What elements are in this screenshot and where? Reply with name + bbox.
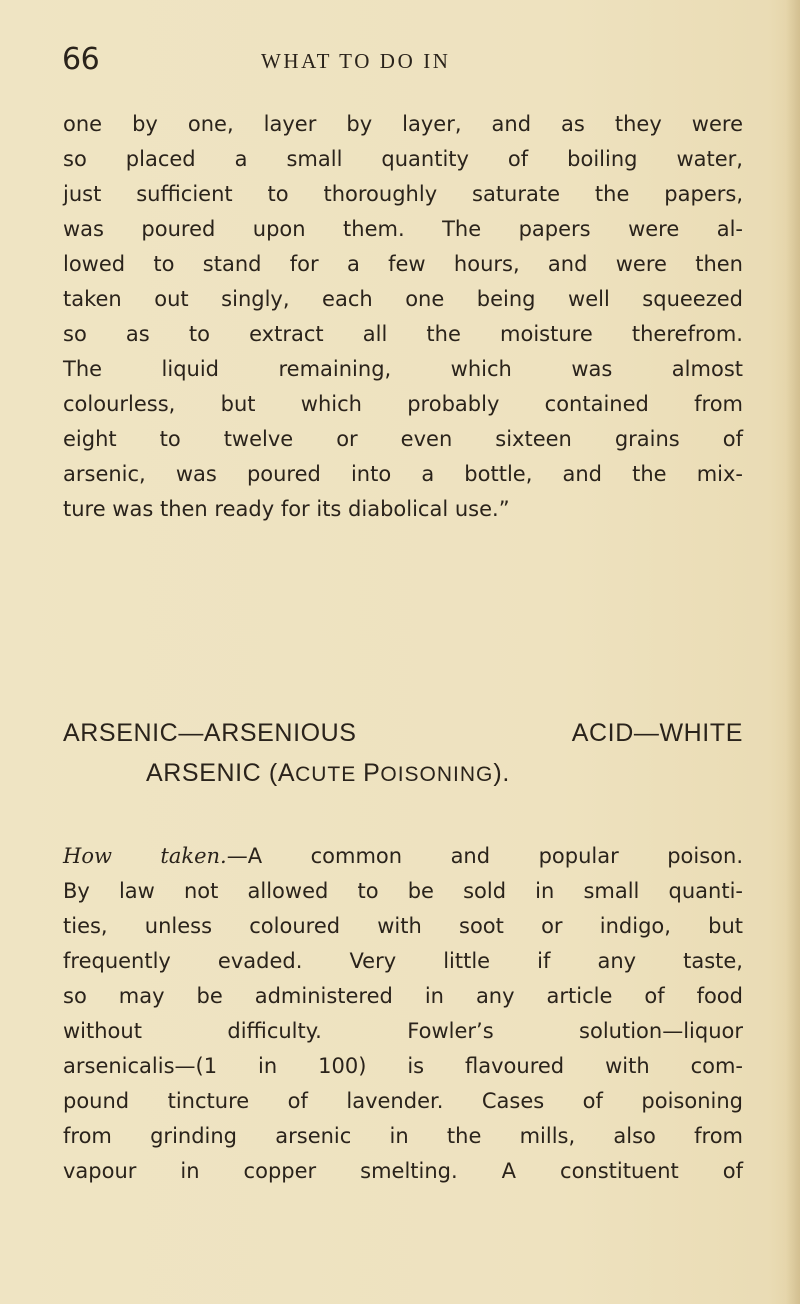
- text-line: without difficulty. Fowler’s solution—liquor: [63, 1019, 743, 1043]
- text-line: ties, unless coloured with soot or indigo, but: [63, 914, 743, 938]
- heading-text: A: [277, 759, 296, 787]
- text-line: [63, 839, 743, 874]
- heading-text: P: [363, 759, 381, 787]
- text-line: arsenicalis—(1 in 100) is flavoured with com-: [63, 1054, 743, 1078]
- text-line: so may be administered in any article of food: [63, 984, 743, 1008]
- text-line: The liquid remaining, which was almost: [63, 357, 743, 381]
- section-heading-line: [63, 753, 743, 793]
- text-line: vapour in copper smelting. A constituent of: [63, 1159, 743, 1183]
- text-line: one by one, layer by layer, and as they were: [63, 112, 743, 136]
- section-heading-line: ARSENIC—ARSENIOUS ACID—WHITE: [63, 719, 743, 747]
- paragraph-1: [63, 107, 743, 527]
- text-line: ture was then ready for its diabolical use.”: [63, 497, 510, 521]
- text-line: eight to twelve or even sixteen grains of: [63, 427, 743, 451]
- heading-text: ARSENIC (: [146, 759, 278, 787]
- text-line: colourless, but which probably contained from: [63, 392, 743, 416]
- heading-small-caps: CUTE: [295, 763, 364, 786]
- text-line: By law not allowed to be sold in small quanti-: [63, 879, 743, 903]
- text-line: so placed a small quantity of boiling water,: [63, 147, 743, 171]
- text-span: —A common and popular poison.: [226, 844, 744, 868]
- page-number: 66: [62, 42, 100, 77]
- section-heading: [63, 713, 743, 793]
- paragraph-2: [63, 839, 743, 1189]
- text-line: just sufficient to thoroughly saturate the papers,: [63, 182, 743, 206]
- text-line: taken out singly, each one being well squeezed: [63, 287, 743, 311]
- heading-text: ).: [493, 759, 510, 787]
- heading-small-caps: OISONING: [380, 763, 494, 786]
- page-edge-shadow: [786, 0, 800, 1304]
- text-line: from grinding arsenic in the mills, also from: [63, 1124, 743, 1148]
- text-line: so as to extract all the moisture therefrom.: [63, 322, 743, 346]
- page-header: [62, 40, 740, 80]
- running-head: WHAT TO DO IN: [261, 49, 451, 73]
- text-line: frequently evaded. Very little if any taste,: [63, 949, 743, 973]
- text-line: pound tincture of lavender. Cases of poisoning: [63, 1089, 743, 1113]
- text-line: arsenic, was poured into a bottle, and the mix-: [63, 462, 743, 486]
- text-line: lowed to stand for a few hours, and were then: [63, 252, 743, 276]
- run-in-heading: How taken.: [63, 844, 227, 868]
- text-line: was poured upon them. The papers were al-: [63, 217, 743, 241]
